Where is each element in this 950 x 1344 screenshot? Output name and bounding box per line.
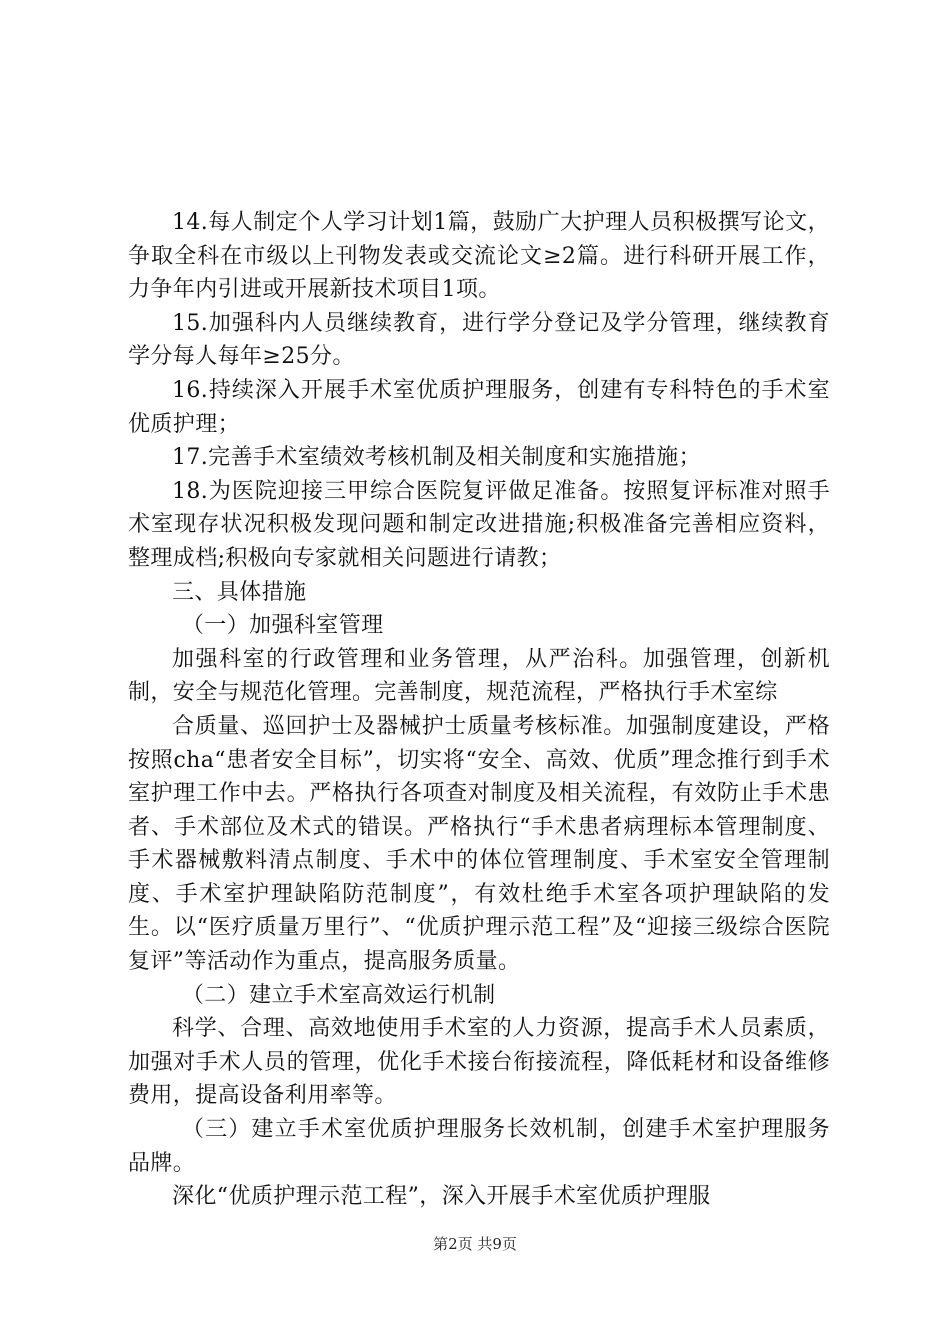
- subheading-department-management: （一）加强科室管理: [181, 613, 384, 639]
- paragraph-item-15: 15.加强科内人员继续教育，进行学分登记及学分管理，继续教育学分每人每年≥25分。: [128, 310, 830, 370]
- paragraph-item-14: 14.每人制定个人学习计划1篇，鼓励广大护理人员积极撰写论文，争取全科在市级以上刊物发表或交流论文≥2篇。进行科研开展工作，力争年内引进或开展新技术项目1项。: [128, 210, 830, 303]
- subheading-operating-mechanism: （二）建立手术室高效运行机制: [181, 982, 496, 1008]
- paragraph-quality-standards: 合质量、巡回护士及器械护士质量考核标准。加强制度建设，严格按照cha“患者安全目标”，切实将“安全、高效、优质”理念推行到手术室护理工作中去。严格执行各项查对制度及相关流程，有效防止手术患者、手术部位及术式的错误。严格执行“手术患者病理标本管理制度、手术器械敷料清点制度、手术中的体位管理制度、手术室安全管理制度、手术室护理缺陷防范制度”，有效杜绝手术室各项护理缺陷的发生。以“医疗质量万里行”、“优质护理示范工程”及“迎接三级综合医院复评”等活动作为重点，提高服务质量。: [128, 713, 830, 975]
- page-number-footer: 第2页 共9页: [433, 1235, 517, 1253]
- paragraph-item-16: 16.持续深入开展手术室优质护理服务，创建有专科特色的手术室优质护理；: [128, 377, 830, 437]
- paragraph-management-intro: 加强科室的行政管理和业务管理，从严治科。加强管理，创新机制，安全与规范化管理。完善制度，规范流程，严格执行手术室综: [128, 646, 830, 706]
- paragraph-human-resources: 科学、合理、高效地使用手术室的人力资源，提高手术人员素质，加强对手术人员的管理，优化手术接台衔接流程，降低耗材和设备维修费用，提高设备利用率等。: [128, 1016, 830, 1109]
- paragraph-item-18: 18.为医院迎接三甲综合医院复评做足准备。按照复评标准对照手术室现存状况积极发现问题和制定改进措施;积极准备完善相应资料，整理成档;积极向专家就相关问题进行请教；: [128, 478, 830, 571]
- subheading-quality-care-brand: （三）建立手术室优质护理服务长效机制，创建手术室护理服务品牌。: [128, 1117, 830, 1176]
- section-heading-measures: 三、具体措施: [172, 579, 307, 605]
- paragraph-quality-care-project: 深化“优质护理示范工程”，深入开展手术室优质护理服: [172, 1184, 711, 1210]
- paragraph-item-17: 17.完善手术室绩效考核机制及相关制度和实施措施；: [172, 445, 701, 471]
- document-body: [128, 206, 830, 1214]
